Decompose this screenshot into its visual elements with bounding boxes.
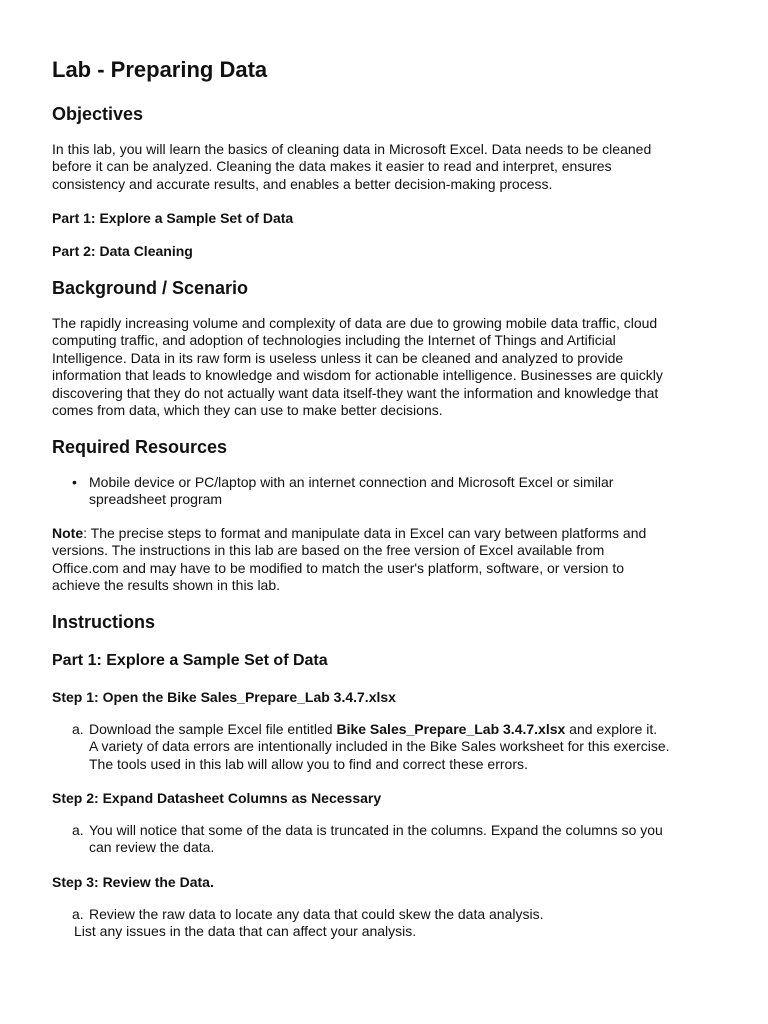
text-line: computing traffic, and adoption of technologies including the Internet of Things and Artificial <box>52 332 616 349</box>
objectives-paragraph <box>52 141 716 193</box>
text-line: Mobile device or PC/laptop with an internet connection and Microsoft Excel or similar <box>89 474 614 490</box>
note-paragraph <box>52 525 716 595</box>
step-2-item <box>89 822 663 857</box>
step-1-heading: Step 1: Open the Bike Sales_Prepare_Lab 3.4.7.xlsx <box>52 689 396 705</box>
note-label: Note <box>52 525 84 541</box>
text-line: You will notice that some of the data is truncated in the columns. Expand the columns so you <box>89 822 663 838</box>
instructions-part-1-heading: Part 1: Explore a Sample Set of Data <box>52 652 328 669</box>
note-first-line <box>52 525 716 542</box>
text-line: discovering that they do not actually want data itself-they want the information and knowledge that <box>52 384 659 401</box>
text-run: Download the sample Excel file entitled <box>89 721 337 737</box>
text-line: achieve the results shown in this lab. <box>52 577 281 594</box>
text-line: Intelligence. Data in its raw form is useless unless it can be cleaned and analyzed to provide <box>52 349 624 366</box>
objective-part-1: Part 1: Explore a Sample Set of Data <box>52 210 294 226</box>
step-2-marker: a. <box>72 822 84 838</box>
note-text: : The precise steps to format and manipulate data in Excel can vary between platforms and <box>83 525 647 541</box>
instructions-heading: Instructions <box>52 612 156 632</box>
text-line: In this lab, you will learn the basics of cleaning data in Microsoft Excel. Data needs to be cleaned <box>52 141 652 157</box>
text-line: A variety of data errors are intentionally included in the Bike Sales worksheet for this exercise. <box>89 738 670 755</box>
text-line: can review the data. <box>89 839 215 856</box>
objective-part-2: Part 2: Data Cleaning <box>52 243 193 259</box>
background-heading: Background / Scenario <box>52 278 249 298</box>
text-line: before it can be analyzed. Cleaning the data makes it easier to read and interpret, ensures <box>52 158 612 175</box>
resources-heading: Required Resources <box>52 437 228 457</box>
text-run: and explore it. <box>565 721 658 737</box>
resource-list-item <box>89 474 613 509</box>
step-1-marker: a. <box>72 721 84 737</box>
step-1-first-line <box>89 721 670 738</box>
text-line: versions. The instructions in this lab are based on the free version of Excel available from <box>52 542 605 559</box>
text-line: information that leads to knowledge and wisdom for actionable intelligence. Businesses are quickly <box>52 367 663 384</box>
step-2-heading: Step 2: Expand Datasheet Columns as Necessary <box>52 790 382 806</box>
text-line: comes from data, which they can use to make better decisions. <box>52 402 443 419</box>
text-line: consistency and accurate results, and enables a better decision-making process. <box>52 175 553 192</box>
step-3-item <box>89 906 544 923</box>
step-1-item <box>89 721 670 773</box>
text-line: The tools used in this lab will allow you to find and correct these errors. <box>89 755 528 772</box>
text-line: Office.com and may have to be modified to match the user's platform, software, or version to <box>52 559 625 576</box>
step-3-heading: Step 3: Review the Data. <box>52 874 214 890</box>
text-line: spreadsheet program <box>89 491 223 508</box>
filename-text: Bike Sales_Prepare_Lab 3.4.7.xlsx <box>336 721 566 737</box>
text-line: Review the raw data to locate any data that could skew the data analysis. <box>89 906 544 922</box>
step-3-followup <box>74 923 416 940</box>
bullet-marker: • <box>72 474 77 490</box>
step-3-marker: a. <box>72 906 84 922</box>
text-line: List any issues in the data that can affect your analysis. <box>74 923 417 939</box>
objectives-heading: Objectives <box>52 104 144 124</box>
text-line: The rapidly increasing volume and complexity of data are due to growing mobile data traffic, cloud <box>52 315 658 331</box>
background-paragraph <box>52 315 716 419</box>
page-title: Lab - Preparing Data <box>52 57 268 82</box>
